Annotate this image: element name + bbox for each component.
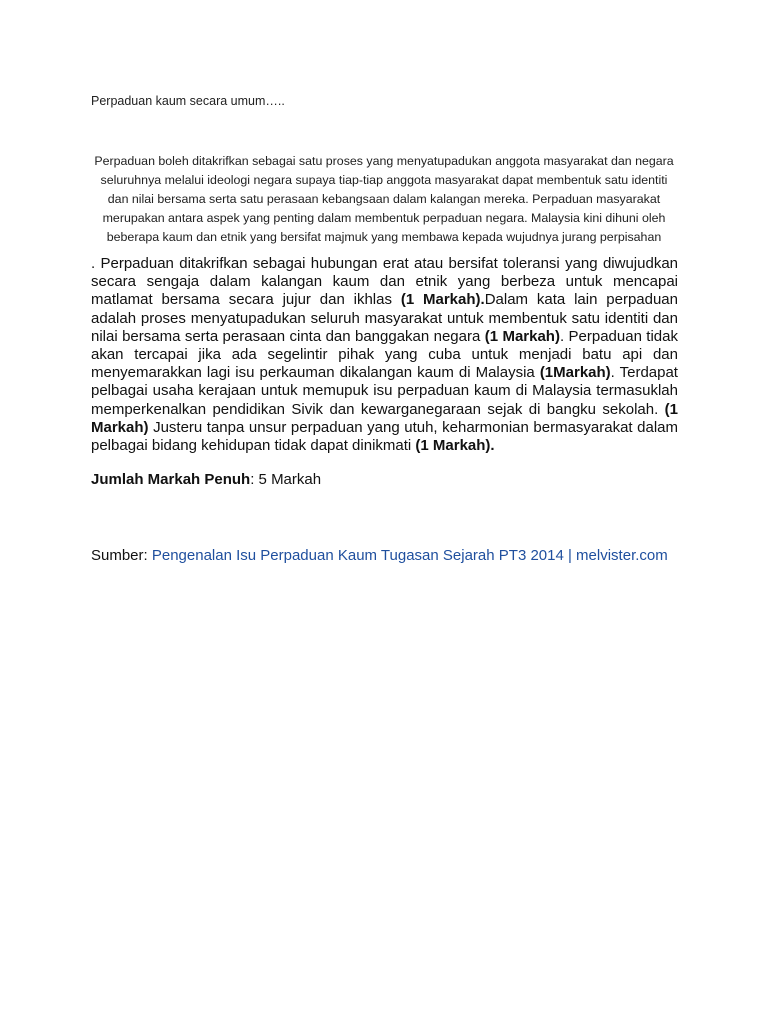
main-text: Justeru tanpa unsur perpaduan yang utuh, keharmonian bermasyarakat dalam pelbagai bidang kehidupan tidak dapat dinikmati (91, 418, 678, 455)
source-line (91, 547, 668, 564)
total-marks-label: Jumlah Markah Penuh (91, 471, 251, 488)
source-label: Sumber: (91, 547, 152, 564)
mark-label: (1 Markah) (91, 400, 678, 436)
mark-label: (1 Markah) (484, 327, 560, 345)
intro-line: seluruhnya melalui ideologi negara supaya tiap-tiap anggota masyarakat dapat membentuk satu identiti (100, 173, 668, 187)
total-marks (91, 471, 321, 488)
mark-label: (1 Markah). (400, 291, 485, 309)
total-marks-value: : 5 Markah (250, 471, 322, 488)
mark-label: (1Markah) (539, 364, 611, 382)
main-text: . Terdapat pelbagai usaha kerajaan untuk memupuk isu perpaduan kaum di Malaysia termasuklah memperkenalkan pendidikan Sivik dan kewarganegaraan sejak di bangku sekolah. (91, 364, 678, 418)
intro-paragraph (84, 152, 684, 247)
source-link[interactable]: Pengenalan Isu Perpaduan Kaum Tugasan Sejarah PT3 2014 | melvister.com (151, 547, 668, 564)
main-paragraph (91, 255, 678, 455)
mark-label: (1 Markah). (415, 437, 495, 455)
intro-line: dan nilai bersama serta satu perasaan kebangsaan dalam kalangan mereka. Perpaduan masyarakat (107, 192, 661, 206)
main-text: Dalam kata lain perpaduan adalah proses menyatupadukan seluruh masyarakat untuk membentuk satu identiti dan nilai bersama serta perasaan cinta dan banggakan negara (91, 291, 678, 345)
main-text: . Perpaduan ditakrifkan sebagai hubungan erat atau bersifat toleransi yang diwujudkan secara sengaja dalam kalangan kaum dan etnik yang berbeza untuk mencapai matlamat bersama secara jujur dan ikhlas (91, 255, 678, 309)
intro-line: Perpaduan boleh ditakrifkan sebagai satu proses yang menyatupadukan anggota masyarakat dan negara (94, 154, 674, 168)
main-text: . Perpaduan tidak akan tercapai jika ada segelintir pihak yang cuba untuk menjadi batu api dan menyemarakkan lagi isu perkauman dikalangan kaum di Malaysia (91, 327, 678, 382)
document-heading: Perpaduan kaum secara umum….. (91, 94, 285, 108)
intro-line: beberapa kaum dan etnik yang bersifat majmuk yang membawa kepada wujudnya jurang perpisahan (106, 230, 662, 244)
intro-line: merupakan antara aspek yang penting dalam membentuk perpaduan negara. Malaysia kini dihuni oleh (102, 211, 666, 225)
